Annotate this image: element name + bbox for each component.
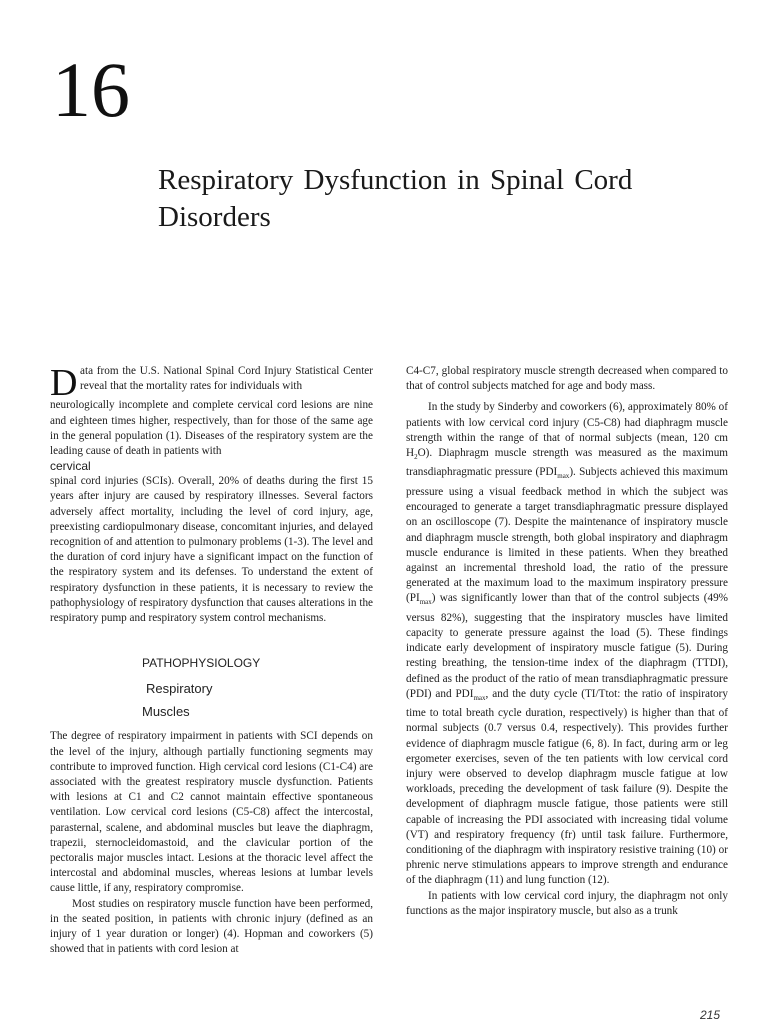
lede-text: ata from the U.S. National Spinal Cord Injury Statistical Center reveal that the mortality rates for individuals with [80, 365, 373, 393]
subscript-h2o: 2 [414, 453, 418, 462]
right-paragraph-2-part-d: ) was significantly lower than that of the control subjects (49% versus 82%), suggesting that the inspiratory muscles have limited capacity to generate pressure against the load (5). These findings indicate early development of inspiratory muscle fatigue (5). During resting breathing, the tension-time index of the diaphragm (TTDI), defined as the product of the ratio of mean transdiaphragmatic pressure (PDI) and PDI [406, 592, 728, 700]
subsection-heading-line-1: Respiratory [146, 681, 213, 697]
chapter-number: 16 [52, 46, 130, 133]
subscript-max-3: max [473, 694, 486, 702]
paragraph-1-continued: spinal cord injuries (SCIs). Overall, 20% of deaths during the first 15 years after injury are caused by respiratory illnesses. Several factors adversely affect mortality, including the level of cord injury, age, preexisting cardiopulmonary disease, concomitant injuries, and delayed recognition of and attention to pulmonary problems (1-3). The level and the duration of cord injury have a significant impact on the function of the respiratory system and its defenses. To understand the extent of respiratory dysfunction in these patients, it is necessary to review the pathophysiology of respiratory dysfunction that causes alterations in the respiratory pump and respiratory system control mechanisms. [50, 475, 373, 625]
subscript-max-1: max [557, 472, 570, 481]
right-paragraph-2-part-a: In the study by Sinderby and coworkers (6), approximately 80% of patients with low cervical cord injury (C5-C8) had diaphragm muscle strength within the range of that of normal subjects (mean, 120 cm H [406, 401, 728, 460]
paragraph-1: neurologically incomplete and complete cervical cord lesions are nine and eighteen times higher, respectively, than for those of the same age in the general population (1). Diseases of the respiratory system are the leading cause of death in patients with [50, 399, 373, 458]
right-paragraph-2-part-c: ). Subjects achieved this maximum pressure using a visual feedback method in which the subject was encouraged to generate a target transdiaphragmatic pressure displayed on an oscilloscope (7). Despite the maintenance of inspiratory muscle and diaphragm muscle strength, both global inspiratory and diaphragm muscle endurance is limited in these patients. When they breathed against an incremental threshold load, the ratio of the pressure generated at the maximum load to the maximum inspiratory pressure (PI [406, 466, 728, 605]
right-paragraph-3: In patients with low cervical cord injury, the diaphragm not only functions as the major inspiratory muscle, but also as a trunk [406, 889, 728, 917]
left-column [50, 364, 373, 958]
right-paragraph-1: C4-C7, global respiratory muscle strength decreased when compared to that of control subjects matched for age and body mass. [406, 365, 728, 393]
drop-cap: D [50, 362, 78, 404]
right-paragraph-2-part-e: , and the duty cycle (TI/Ttot: the ratio of inspiratory time to total breath cycle duration, respectively) is higher than that of normal subjects (0.7 versus 0.4, respectively). This provides further evidence of diaphragm muscle fatigue (6, 8). In fact, during arm or leg ergometer exercises, seven of the ten patients with low cervical cord injury were observed to develop diaphragm muscle fatigue at low workloads, preceding the development of task failure (9). Despite the development of diaphragm muscle fatigue, those patients were still capable of increasing the PDI associated with increasing tidal volume (VT) and respiratory frequency (fr) until task failure. Furthermore, conditioning of the diaphragm with inspiratory resistive training (10) or phrenic nerve stimulations appears to improve strength and endurance of the diaphragm (11) and lung function (12). [406, 687, 728, 887]
right-paragraph-2 [406, 400, 728, 888]
right-column [406, 364, 728, 919]
paragraph-2: The degree of respiratory impairment in patients with SCI depends on the level of the injury, although partially functioning segments may contribute to improved function. High cervical cord lesions (C1-C4) are associated with the greatest respiratory muscle dysfunction. Patients with lesions at C1 and C2 cannot maintain effective spontaneous ventilation. Low cervical cord lesions (C5-C8) affect the intercostal, parasternal, scalene, and abdominal muscles but leave the diaphragm, trapezii, sternocleidomastoid, and the clavicular portion of the pectoralis major muscles intact. Lesions at the thoracic level affect the intercostal and abdominal muscles, whereas lesions at lumbar levels cause little, if any, respiratory compromise. [50, 730, 373, 895]
subscript-max-2: max [419, 598, 432, 607]
chapter-title: Respiratory Dysfunction in Spinal Cord Disorders [158, 164, 633, 233]
opening-paragraph [50, 362, 373, 404]
subsection-heading-line-2: Muscles [142, 704, 190, 720]
page-number: 215 [700, 1008, 721, 1022]
cervical-word: cervical [50, 459, 91, 474]
paragraph-3: Most studies on respiratory muscle function have been performed, in the seated position, in patients with chronic injury (defined as an injury of 1 year duration or longer) (4). Hopman and coworkers (5) showed that in patients with cord lesion at [50, 897, 373, 956]
right-paragraph-2-part-b: O). Diaphragm muscle strength was measured as the maximum transdiaphragmatic pressure (PDI [406, 447, 728, 479]
section-heading: PATHOPHYSIOLOGY [142, 656, 261, 671]
